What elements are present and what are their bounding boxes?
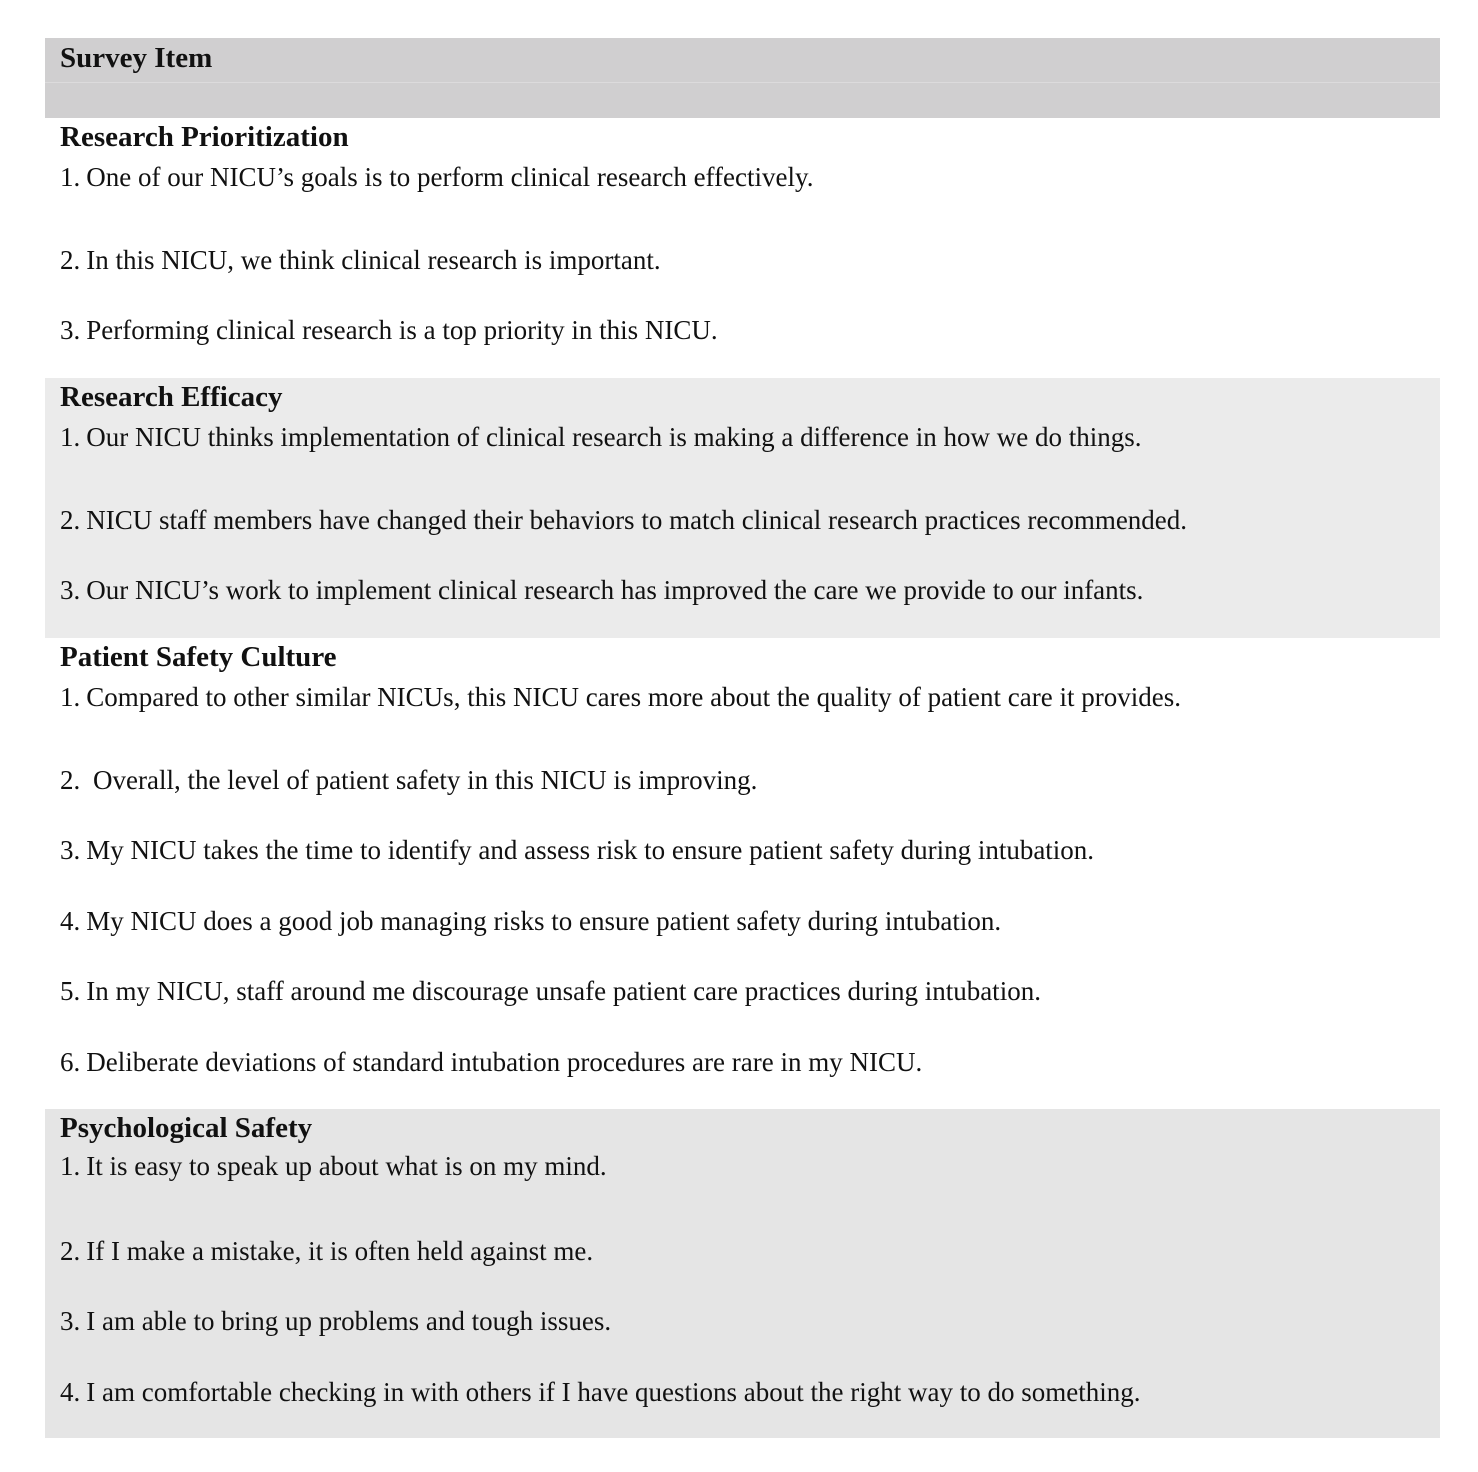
list-item <box>60 1361 1440 1431</box>
item-number: 1. <box>60 682 81 712</box>
item-text: In this NICU, we think clinical research is important. <box>86 245 661 275</box>
list-item <box>60 418 1440 489</box>
item-number: 5. <box>60 976 81 1007</box>
list-item <box>60 1290 1440 1360</box>
item-text: In my NICU, staff around me discourage unsafe patient care practices during intubation. <box>86 976 1041 1007</box>
item-list <box>60 1149 1440 1431</box>
list-item <box>60 890 1440 960</box>
list-item <box>60 678 1440 749</box>
section-research-efficacy <box>45 378 1440 638</box>
list-item <box>60 1031 1440 1101</box>
section-title: Psychological Safety <box>60 1112 313 1144</box>
list-item <box>60 559 1440 629</box>
item-number: 2. <box>60 505 81 535</box>
list-item <box>60 489 1440 559</box>
section-title: Research Efficacy <box>60 381 283 413</box>
item-number: 1. <box>60 422 81 452</box>
item-list <box>60 678 1440 1101</box>
list-item <box>60 1220 1440 1290</box>
column-header-survey-item: Survey Item <box>60 42 213 74</box>
section-patient-safety-culture <box>45 638 1440 1109</box>
item-text: If I make a mistake, it is often held against me. <box>86 1236 594 1266</box>
item-text: Our NICU’s work to implement clinical research has improved the care we provide to our infants. <box>86 575 1144 606</box>
list-item <box>60 229 1440 299</box>
item-text: Overall, the level of patient safety in this NICU is improving. <box>86 765 758 795</box>
item-list <box>60 158 1440 370</box>
item-text: One of our NICU’s goals is to perform clinical research effectively. <box>86 162 814 192</box>
header-divider <box>45 82 1440 83</box>
list-item <box>60 749 1440 819</box>
section-psychological-safety <box>45 1109 1440 1438</box>
item-number: 6. <box>60 1046 81 1077</box>
list-item <box>60 158 1440 229</box>
section-title: Research Prioritization <box>60 121 349 153</box>
survey-table <box>45 38 1440 1438</box>
item-text: It is easy to speak up about what is on my mind. <box>86 1151 607 1181</box>
item-list <box>60 418 1440 630</box>
item-number: 2. <box>60 765 81 795</box>
item-number: 1. <box>60 1151 81 1181</box>
item-number: 1. <box>60 162 81 192</box>
item-number: 2. <box>60 1236 81 1266</box>
item-number: 3. <box>60 315 81 346</box>
section-research-prioritization <box>45 118 1440 378</box>
item-text: Deliberate deviations of standard intubation procedures are rare in my NICU. <box>86 1046 923 1077</box>
item-text: My NICU takes the time to identify and assess risk to ensure patient safety during intubation. <box>86 835 1095 866</box>
item-text: Our NICU thinks implementation of clinical research is making a difference in how we do things. <box>86 422 1142 452</box>
list-item <box>60 1149 1440 1220</box>
table-header <box>45 38 1440 118</box>
item-text: My NICU does a good job managing risks to ensure patient safety during intubation. <box>86 905 1002 936</box>
item-text: NICU staff members have changed their behaviors to match clinical research practices recommended. <box>86 505 1188 535</box>
list-item <box>60 299 1440 369</box>
item-text: I am comfortable checking in with others if I have questions about the right way to do something. <box>86 1376 1141 1407</box>
item-number: 4. <box>60 1376 81 1407</box>
item-number: 3. <box>60 835 81 866</box>
item-text: Performing clinical research is a top priority in this NICU. <box>86 315 718 346</box>
item-number: 3. <box>60 575 81 606</box>
section-title: Patient Safety Culture <box>60 641 337 673</box>
list-item <box>60 960 1440 1030</box>
item-number: 4. <box>60 905 81 936</box>
item-number: 3. <box>60 1306 81 1337</box>
list-item <box>60 819 1440 889</box>
item-number: 2. <box>60 245 81 275</box>
item-text: I am able to bring up problems and tough issues. <box>86 1306 612 1337</box>
item-text: Compared to other similar NICUs, this NICU cares more about the quality of patient care it provides. <box>86 682 1181 712</box>
